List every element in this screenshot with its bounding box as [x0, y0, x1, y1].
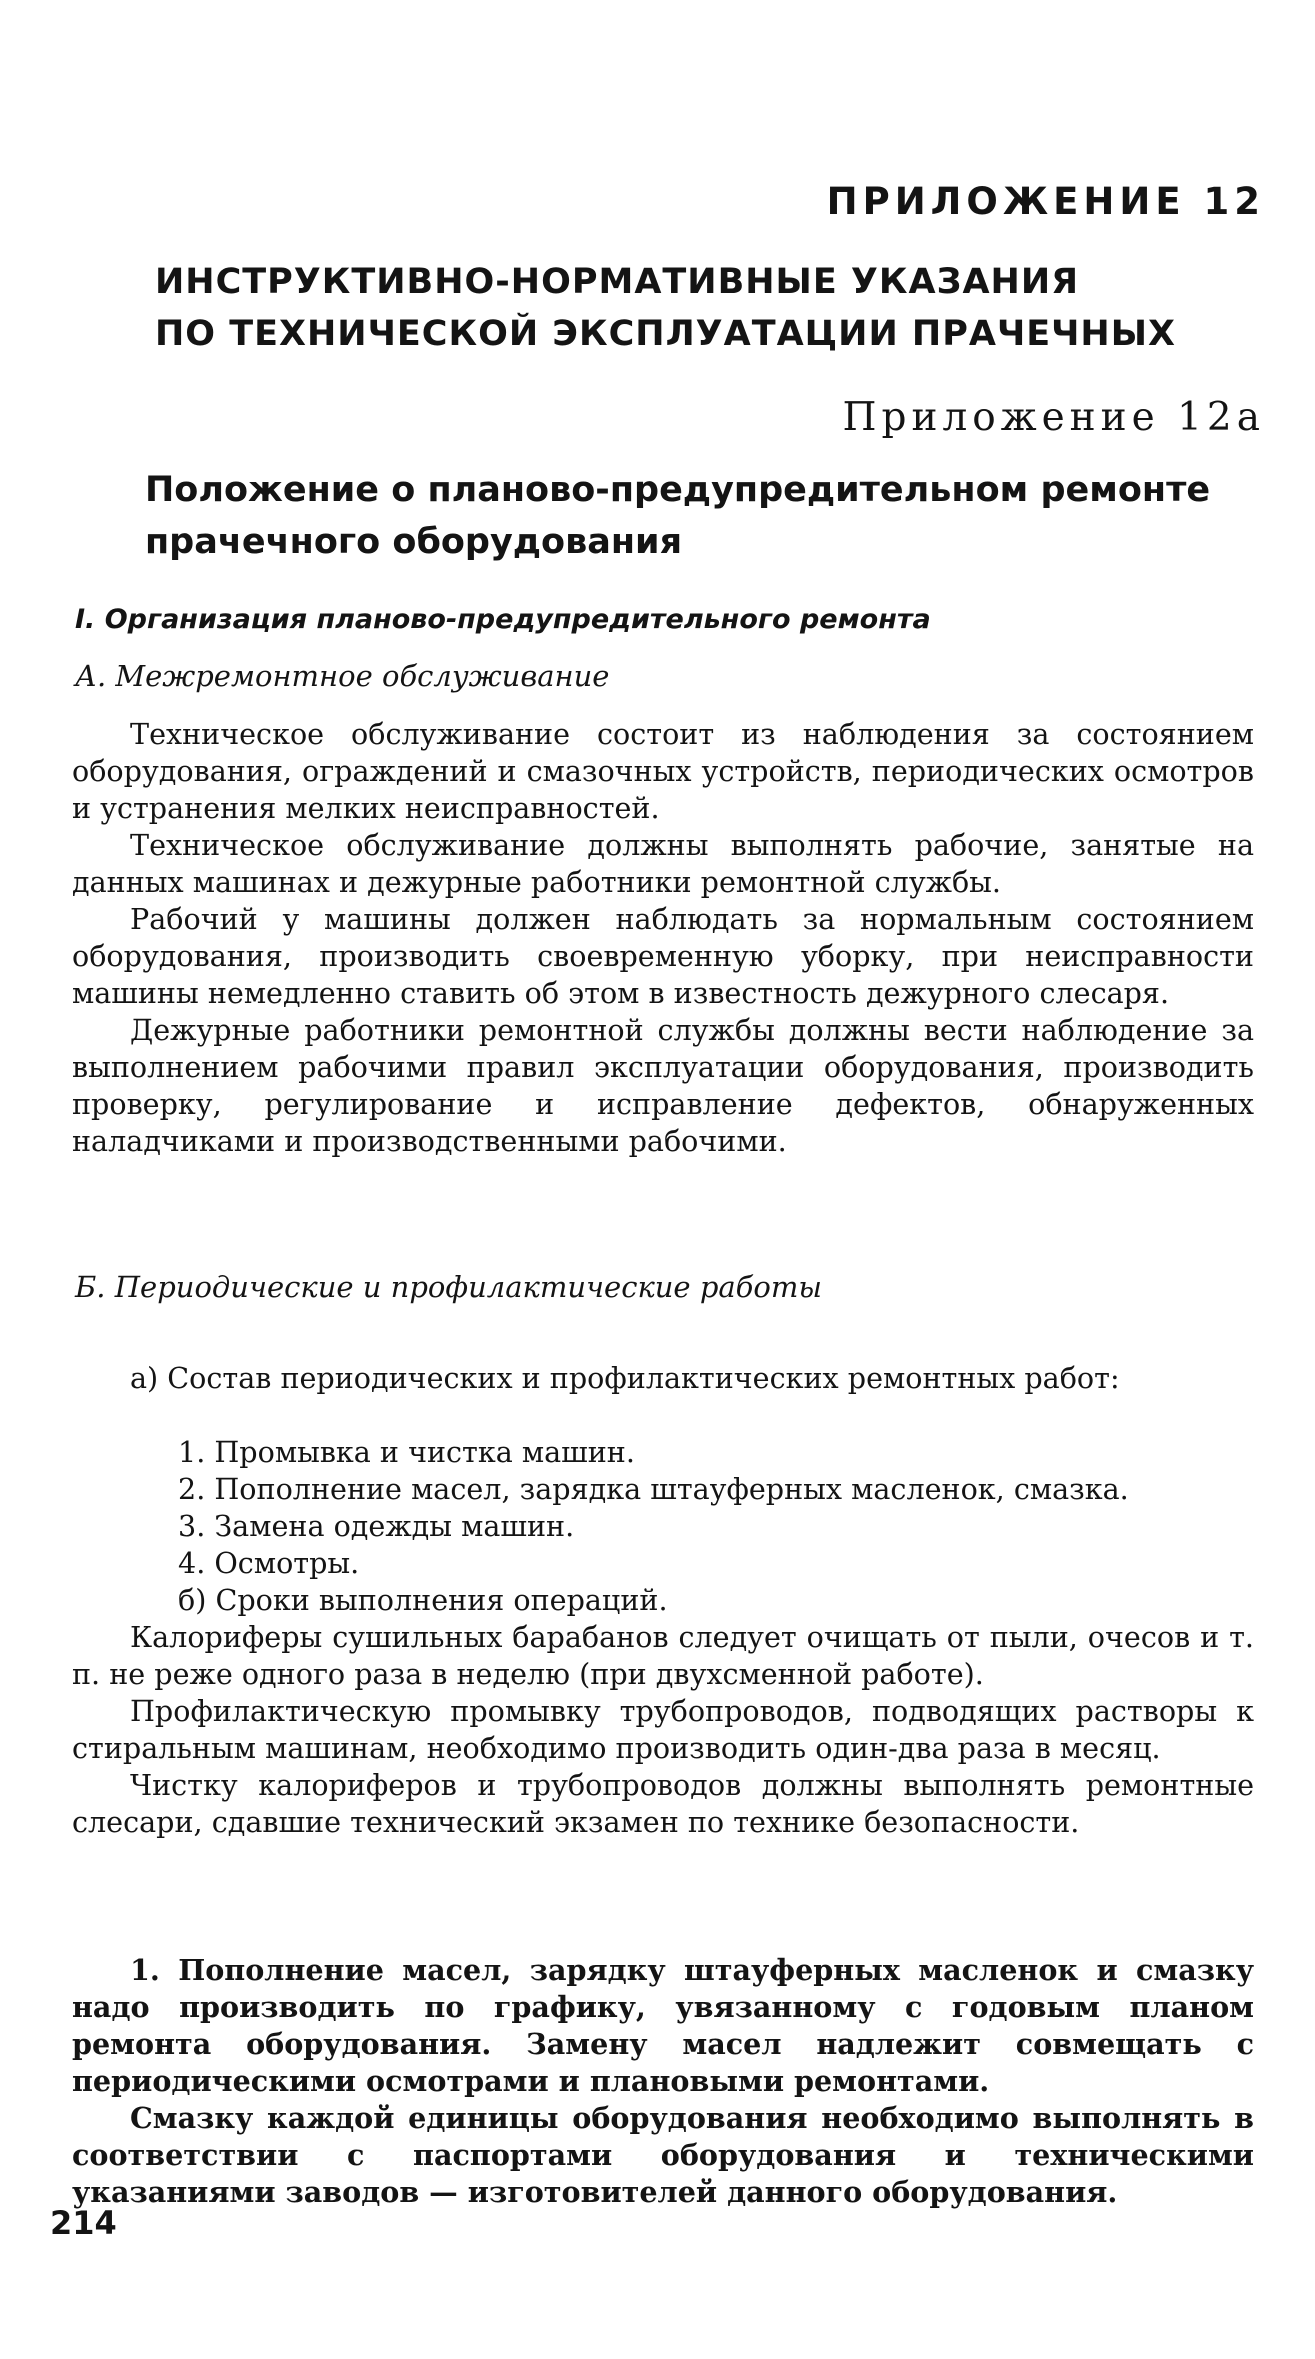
page-title-line-2: ПО ТЕХНИЧЕСКОЙ ЭКСПЛУАТАЦИИ ПРАЧЕЧНЫХ: [155, 314, 1176, 354]
document-subtitle-line-1: Положение о планово-предупредительном ремонте: [145, 470, 1211, 510]
subsection-b-heading: Б. Периодические и профилактические работы: [75, 1270, 822, 1304]
subsection-b-intro: [72, 1360, 1254, 1397]
operations-list: [72, 1434, 1254, 1619]
subsection-b-body: [72, 1619, 1254, 1841]
paragraph: Техническое обслуживание должны выполнять рабочие, занятые на данных машинах и дежурные работники ремонтной службы.: [72, 828, 1254, 899]
paragraph: Смазку каждой единицы оборудования необходимо выполнять в соответствии с паспортами оборудования и техническими указаниями заводов — изготовителей данного оборудования.: [72, 2101, 1254, 2209]
paragraph: Чистку калориферов и трубопроводов должны выполнять ремонтные слесари, сдавшие технический экзамен по технике безопасности.: [72, 1768, 1254, 1839]
subsection-a-body: [72, 716, 1254, 1160]
list-item: 2. Пополнение масел, зарядка штауферных масленок, смазка.: [178, 1472, 1129, 1506]
paragraph: Техническое обслуживание состоит из наблюдения за состоянием оборудования, ограждений и смазочных устройств, периодических осмотров и устранения мелких неисправностей.: [72, 717, 1254, 825]
paragraph: Дежурные работники ремонтной службы должны вести наблюдение за выполнением рабочими правил эксплуатации оборудования, производить проверку, регулирование и исправление дефектов, обнаруженных наладчиками и производственными рабочими.: [72, 1013, 1254, 1158]
paragraph: Профилактическую промывку трубопроводов, подводящих растворы к стиральным машинам, необходимо производить один-два раза в месяц.: [72, 1694, 1254, 1765]
subsection-a-heading: А. Межремонтное обслуживание: [75, 659, 610, 693]
document-subtitle-line-2: прачечного оборудования: [145, 522, 683, 562]
section-1-heading: I. Организация планово-предупредительного ремонта: [75, 604, 931, 635]
page-number: 214: [50, 2204, 117, 2242]
list-item: 4. Осмотры.: [178, 1546, 360, 1580]
page-title: [155, 256, 1235, 360]
paragraph: Рабочий у машины должен наблюдать за нормальным состоянием оборудования, производить своевременную уборку, при неисправности машины немедленно ставить об этом в известность дежурного слесаря.: [72, 902, 1254, 1010]
appendix-label: ПРИЛОЖЕНИЕ 12: [826, 180, 1265, 223]
subsection-b-bold-body: [72, 1952, 1254, 2211]
list-item: б) Сроки выполнения операций.: [178, 1583, 668, 1617]
list-item: 3. Замена одежды машин.: [178, 1509, 575, 1543]
paragraph: 1. Пополнение масел, зарядку штауферных масленок и смазку надо производить по графику, увязанному с годовым планом ремонта оборудования. Замену масел надлежит совмещать с периодическими осмотрами и плановыми ремонтами.: [72, 1953, 1254, 2098]
page-title-line-1: ИНСТРУКТИВНО-НОРМАТИВНЫЕ УКАЗАНИЯ: [155, 262, 1080, 302]
document-subtitle: [145, 464, 1245, 568]
sub-appendix-label: Приложение 12а: [842, 395, 1265, 440]
paragraph: а) Состав периодических и профилактических ремонтных работ:: [130, 1361, 1120, 1395]
list-item: 1. Промывка и чистка машин.: [178, 1435, 635, 1469]
paragraph: Калориферы сушильных барабанов следует очищать от пыли, очесов и т. п. не реже одного раза в неделю (при двухсменной работе).: [72, 1620, 1254, 1691]
